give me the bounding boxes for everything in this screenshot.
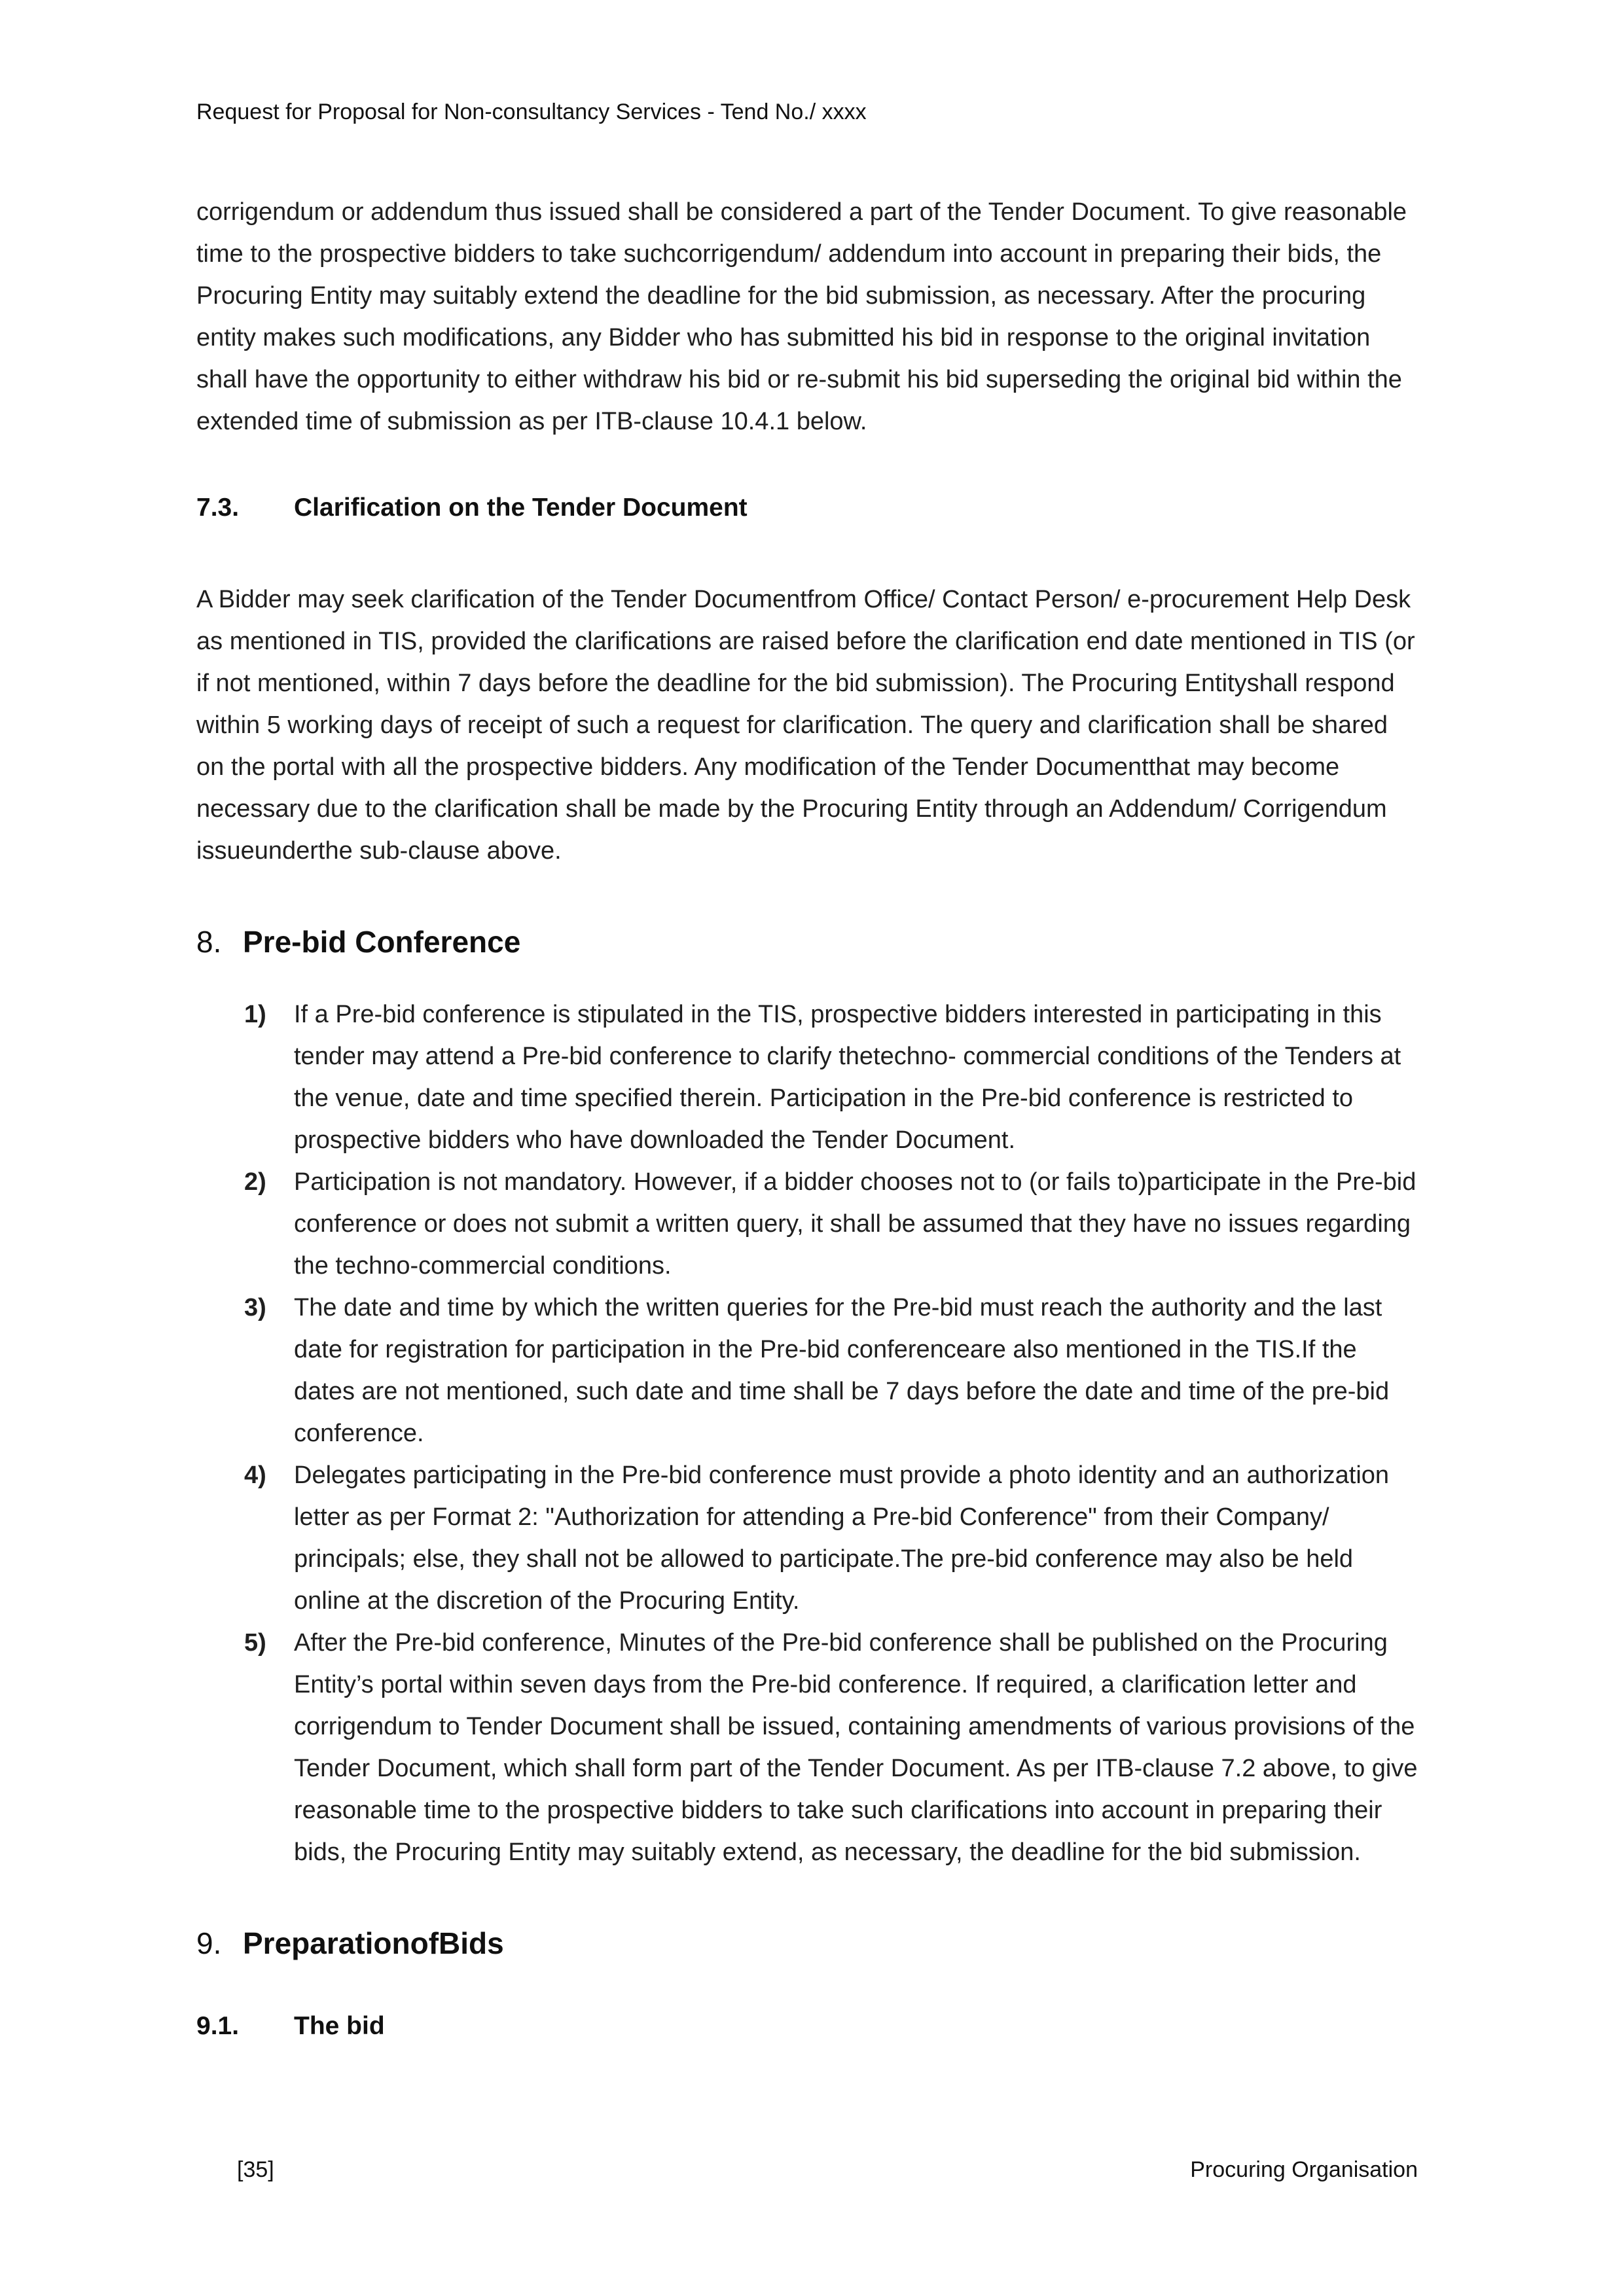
section-9-1-number: 9.1. (196, 2012, 240, 2040)
list-item (196, 1287, 1420, 1454)
page-number: [35] (237, 2157, 274, 2182)
list-item (196, 994, 1420, 1161)
list-item-number: 5) (244, 1629, 266, 1657)
list-item-number: 2) (244, 1168, 266, 1196)
section-9-1-title: The bid (294, 2012, 385, 2040)
list-item-text: If a Pre-bid conference is stipulated in the TIS, prospective bidders interested in participating in this tender may attend a Pre-bid conference to clarify thetechno- commercial conditions of the Tenders at the venue, date and time specified therein. Participation in the Pre-bid conference is restricted to prospective bidders who have downloaded the Tender Document. (294, 1001, 1401, 1154)
section-8-number: 8. (196, 925, 222, 959)
list-item (196, 1161, 1420, 1287)
document-content (196, 191, 1420, 2097)
list-item-text: The date and time by which the written queries for the Pre-bid must reach the authority and the last date for registration for participation in the Pre-bid conferenceare also mentioned in the TIS.If the dates are not mentioned, such date and time shall be 7 days before the date and time of the pre-bid conference. (294, 1294, 1390, 1447)
list-item-text: Delegates participating in the Pre-bid conference must provide a photo identity and an authorization letter as per Format 2: "Authorization for attending a Pre-bid Conference" from their Company/ principals; else, they shall not be allowed to participate.The pre-bid conference may also be held online at the discretion of the Procuring Entity. (294, 1462, 1390, 1615)
section-7-3-body: A Bidder may seek clarification of the Tender Documentfrom Office/ Contact Person/ e-procurement Help Desk as mentioned in TIS, provided the clarifications are raised before the clarification end date mentioned in TIS (or if not mentioned, within 7 days before the deadline for the bid submission). The Procuring Entityshall respond within 5 working days of receipt of such a request for clarification. The query and clarification shall be shared on the portal with all the prospective bidders. Any modification of the Tender Documentthat may become necessary due to the clarification shall be made by the Procuring Entity through an Addendum/ Corrigendum issueunderthe sub-clause above. (196, 586, 1415, 865)
section-9-title: PreparationofBids (243, 1926, 504, 1960)
list-item (196, 1454, 1420, 1622)
section-7-3-heading (196, 493, 1420, 522)
section-9-1-heading (196, 2012, 1420, 2041)
intro-paragraph: corrigendum or addendum thus issued shall be considered a part of the Tender Document. To give reasonable time to the prospective bidders to take suchcorrigendum/ addendum into account in preparing their bids, the Procuring Entity may suitably extend the deadline for the bid submission, as necessary. After the procuring entity makes such modifications, any Bidder who has submitted his bid in response to the original invitation shall have the opportunity to either withdraw his bid or re-submit his bid superseding the original bid within the extended time of submission as per ITB-clause 10.4.1 below. (196, 198, 1407, 435)
list-item-text: After the Pre-bid conference, Minutes of the Pre-bid conference shall be published on the Procuring Entity’s portal within seven days from the Pre-bid conference. If required, a clarification letter and corrigendum to Tender Document shall be issued, containing amendments of various provisions of the Tender Document, which shall form part of the Tender Document. As per ITB-clause 7.2 above, to give reasonable time to the prospective bidders to take such clarifications into account in preparing their bids, the Procuring Entity may suitably extend, as necessary, the deadline for the bid submission. (294, 1629, 1418, 1866)
section-7-3-number: 7.3. (196, 493, 240, 522)
list-item-text: Participation is not mandatory. However, if a bidder chooses not to (or fails to)participate in the Pre-bid conference or does not submit a written query, it shall be assumed that they have no issues regarding the techno-commercial conditions. (294, 1168, 1416, 1280)
list-item-number: 1) (244, 1001, 266, 1028)
list-item-number: 4) (244, 1462, 266, 1489)
section-9-heading (196, 1926, 1420, 1961)
section-8-title: Pre-bid Conference (243, 925, 521, 959)
section-8-heading (196, 924, 1420, 960)
list-item-number: 3) (244, 1294, 266, 1321)
footer-organisation: Procuring Organisation (1190, 2157, 1418, 2182)
prebid-conference-list (196, 994, 1420, 1873)
page-header: Request for Proposal for Non-consultancy Services - Tend No./ xxxx (196, 99, 867, 124)
list-item (196, 1622, 1420, 1873)
section-9-number: 9. (196, 1926, 222, 1960)
page-footer (0, 2157, 1624, 2183)
section-7-3-title: Clarification on the Tender Document (294, 493, 748, 522)
